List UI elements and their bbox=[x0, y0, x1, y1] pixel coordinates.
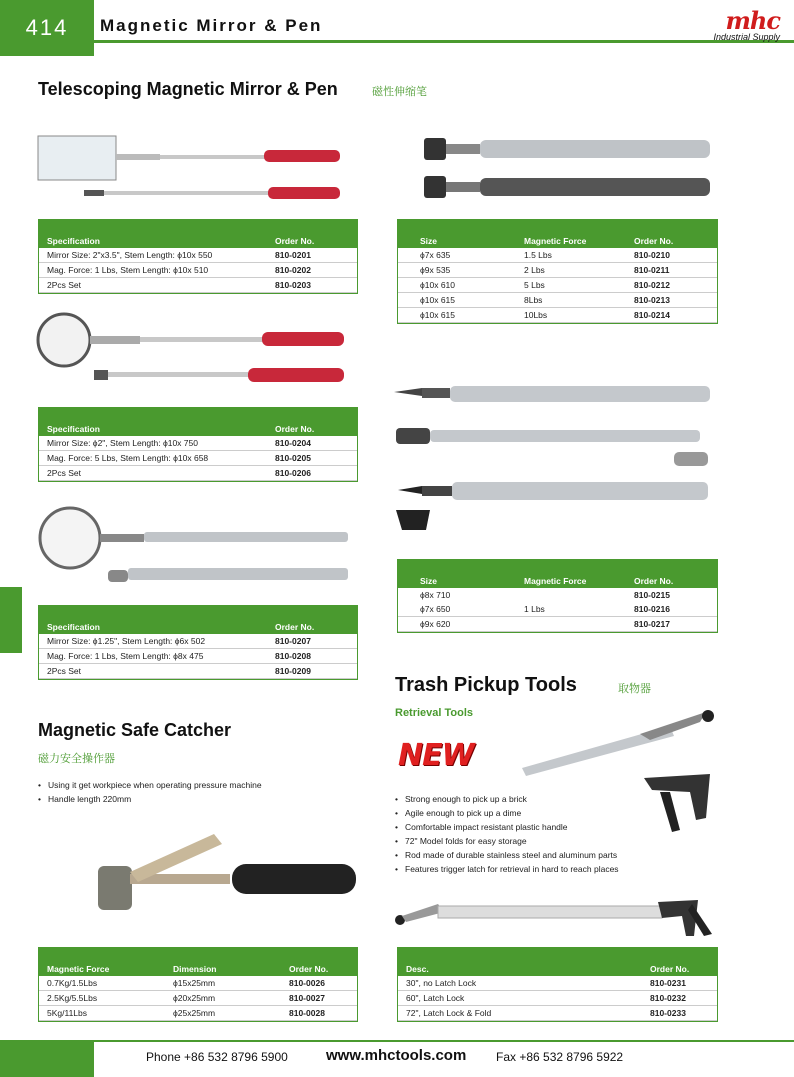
cell-force bbox=[516, 588, 626, 602]
cell-force: 0.7Kg/1.5Lbs bbox=[39, 976, 165, 991]
cell-order: 810-0209 bbox=[267, 664, 357, 679]
cell-order: 810-0211 bbox=[626, 263, 717, 278]
side-tab bbox=[0, 587, 22, 653]
cell-order: 810-0233 bbox=[642, 1006, 717, 1021]
cell-order: 810-0202 bbox=[267, 263, 357, 278]
table-row bbox=[39, 976, 357, 991]
table-row bbox=[398, 991, 717, 1006]
cell-force: 10Lbs bbox=[516, 308, 626, 323]
cell-force bbox=[516, 617, 626, 632]
product-image-pens bbox=[420, 130, 716, 210]
cell-force: 5Kg/11Lbs bbox=[39, 1006, 165, 1021]
spec-table-1 bbox=[38, 219, 358, 294]
logo-mark: mhc bbox=[725, 6, 780, 35]
cell-size: ϕ9x 620 bbox=[398, 617, 516, 632]
cell-order: 810-0208 bbox=[267, 649, 357, 664]
spec-table-3 bbox=[38, 605, 358, 680]
table-row bbox=[39, 664, 357, 679]
col-header: Order No. bbox=[642, 948, 717, 976]
col-header: Order No. bbox=[626, 220, 717, 248]
cell-order: 810-0205 bbox=[267, 451, 357, 466]
trash-bullet-list bbox=[395, 792, 695, 876]
list-item: • 72" Model folds for easy storage bbox=[395, 834, 695, 848]
col-header: Order No. bbox=[626, 560, 717, 588]
cell-order: 810-0232 bbox=[642, 991, 717, 1006]
cell-order: 810-0201 bbox=[267, 248, 357, 263]
cell-spec: Mirror Size: ϕ2", Stem Length: ϕ10x 750 bbox=[39, 436, 267, 451]
cell-size: ϕ7x 635 bbox=[398, 248, 516, 263]
table-row bbox=[39, 649, 357, 664]
catcher-bullet-list bbox=[38, 778, 358, 806]
cell-desc: 60", Latch Lock bbox=[398, 991, 642, 1006]
footer-rule bbox=[94, 1040, 794, 1042]
header-rule bbox=[94, 40, 794, 43]
cell-order: 810-0212 bbox=[626, 278, 717, 293]
list-item: • Comfortable impact resistant plastic handle bbox=[395, 820, 695, 834]
cell-spec: Mag. Force: 1 Lbs, Stem Length: ϕ10x 510 bbox=[39, 263, 267, 278]
cell-order: 810-0214 bbox=[626, 308, 717, 323]
list-item: • Strong enough to pick up a brick bbox=[395, 792, 695, 806]
product-image-small-mirror bbox=[36, 504, 352, 590]
col-header: Order No. bbox=[267, 606, 357, 634]
cell-size: ϕ8x 710 bbox=[420, 590, 451, 600]
table-row bbox=[398, 278, 717, 293]
list-item: • Features trigger latch for retrieval in hard to reach places bbox=[395, 862, 695, 876]
table-row bbox=[398, 263, 717, 278]
product-image-round-mirror bbox=[36, 312, 348, 394]
cell-size: ϕ9x 535 bbox=[398, 263, 516, 278]
table-row bbox=[39, 466, 357, 481]
logo-subtitle: Industrial Supply bbox=[713, 32, 780, 42]
cell-order: 810-0231 bbox=[642, 976, 717, 991]
section-title-telescoping-cn: 磁性伸缩笔 bbox=[372, 86, 427, 98]
cell-force: 1 Lbs bbox=[516, 602, 626, 617]
table-row bbox=[398, 248, 717, 263]
col-header: Dimension bbox=[165, 948, 281, 976]
cell-size: ϕ10x 615 bbox=[398, 308, 516, 323]
cell-order: 810-0203 bbox=[267, 278, 357, 293]
list-item: • Handle length 220mm bbox=[38, 792, 358, 806]
list-item: • Using it get workpiece when operating pressure machine bbox=[38, 778, 358, 792]
product-image-grabber-long bbox=[392, 884, 720, 940]
product-image-pickup-pens bbox=[392, 378, 714, 538]
col-header: Specification bbox=[39, 220, 267, 248]
spec-table-5 bbox=[397, 559, 718, 633]
table-row bbox=[39, 248, 357, 263]
product-image-safe-catcher bbox=[94, 826, 360, 916]
cell-order: 810-0206 bbox=[267, 466, 357, 481]
cell-spec: 2Pcs Set bbox=[39, 466, 267, 481]
table-row bbox=[39, 436, 357, 451]
new-badge: NEW bbox=[398, 738, 474, 773]
col-header: Order No. bbox=[267, 408, 357, 436]
cell-size: ϕ7x 650 bbox=[398, 602, 516, 617]
cell-order: 810-0216 bbox=[626, 602, 717, 617]
footer-phone: Phone +86 532 8796 5900 bbox=[146, 1050, 288, 1064]
section-title-trash-cn: 取物器 bbox=[618, 683, 651, 695]
col-header: Magnetic Force bbox=[39, 948, 165, 976]
chapter-title: Magnetic Mirror & Pen bbox=[100, 16, 323, 35]
cell-force: 1.5 Lbs bbox=[516, 248, 626, 263]
cell-spec: Mirror Size: ϕ1.25", Stem Length: ϕ6x 502 bbox=[39, 634, 267, 649]
table-row bbox=[398, 588, 717, 602]
cell-order: 810-0204 bbox=[267, 436, 357, 451]
product-image-rect-mirror bbox=[36, 128, 346, 208]
cell-size: ϕ10x 615 bbox=[398, 293, 516, 308]
cell-spec: Mag. Force: 5 Lbs, Stem Length: ϕ10x 658 bbox=[39, 451, 267, 466]
cell-order: 810-0026 bbox=[281, 976, 357, 991]
table-row bbox=[39, 991, 357, 1006]
cell-force: 2 Lbs bbox=[516, 263, 626, 278]
table-row bbox=[39, 263, 357, 278]
footer-fax: Fax +86 532 8796 5922 bbox=[496, 1050, 624, 1064]
cell-dimension: ϕ15x25mm bbox=[165, 976, 281, 991]
cell-order: 810-0215 bbox=[634, 590, 670, 600]
trash-table bbox=[397, 947, 718, 1022]
cell-force: 2.5Kg/5.5Lbs bbox=[39, 991, 165, 1006]
brand-logo bbox=[713, 6, 780, 42]
table-row bbox=[398, 308, 717, 323]
catcher-table bbox=[38, 947, 358, 1022]
table-row bbox=[398, 617, 717, 632]
cell-order: 810-0217 bbox=[626, 617, 717, 632]
footer-green-block bbox=[0, 1040, 94, 1077]
table-row bbox=[398, 976, 717, 991]
cell-order: 810-0028 bbox=[281, 1006, 357, 1021]
cell-dimension: ϕ20x25mm bbox=[165, 991, 281, 1006]
col-header: Size bbox=[398, 560, 516, 588]
cell-order: 810-0207 bbox=[267, 634, 357, 649]
table-row bbox=[398, 1006, 717, 1021]
table-row bbox=[39, 278, 357, 293]
section-title-trash: Trash Pickup Tools bbox=[395, 674, 577, 696]
col-header: Size bbox=[398, 220, 516, 248]
cell-spec: 2Pcs Set bbox=[39, 664, 267, 679]
table-row bbox=[398, 293, 717, 308]
section-title-telescoping: Telescoping Magnetic Mirror & Pen bbox=[38, 79, 338, 99]
section-title-catcher: Magnetic Safe Catcher bbox=[38, 720, 232, 740]
col-header: Specification bbox=[39, 606, 267, 634]
page-number: 414 bbox=[0, 0, 94, 56]
cell-order: 810-0027 bbox=[281, 991, 357, 1006]
cell-force: 8Lbs bbox=[516, 293, 626, 308]
col-header: Desc. bbox=[398, 948, 642, 976]
footer-website-link[interactable]: www.mhctools.com bbox=[326, 1047, 467, 1064]
list-item: • Rod made of durable stainless steel and aluminum parts bbox=[395, 848, 695, 862]
cell-order: 810-0213 bbox=[626, 293, 717, 308]
spec-table-2 bbox=[38, 407, 358, 482]
cell-force: 5 Lbs bbox=[516, 278, 626, 293]
col-header: Order No. bbox=[281, 948, 357, 976]
cell-order: 810-0210 bbox=[626, 248, 717, 263]
col-header: Magnetic Force bbox=[516, 220, 626, 248]
col-header: Magnetic Force bbox=[516, 560, 626, 588]
col-header: Order No. bbox=[267, 220, 357, 248]
table-row bbox=[39, 634, 357, 649]
spec-table-4 bbox=[397, 219, 718, 324]
cell-spec: Mirror Size: 2"x3.5", Stem Length: ϕ10x 550 bbox=[39, 248, 267, 263]
cell-dimension: ϕ25x25mm bbox=[165, 1006, 281, 1021]
cell-size: ϕ10x 610 bbox=[398, 278, 516, 293]
cell-desc: 72", Latch Lock & Fold bbox=[398, 1006, 642, 1021]
cell-spec: 2Pcs Set bbox=[39, 278, 267, 293]
table-row bbox=[398, 602, 717, 617]
cell-desc: 30", no Latch Lock bbox=[398, 976, 642, 991]
section-title-catcher-cn: 磁力安全操作器 bbox=[38, 753, 115, 765]
table-row bbox=[39, 1006, 357, 1021]
cell-spec: Mag. Force: 1 Lbs, Stem Length: ϕ8x 475 bbox=[39, 649, 267, 664]
col-header: Specification bbox=[39, 408, 267, 436]
trash-subtitle: Retrieval Tools bbox=[395, 707, 474, 719]
list-item: • Agile enough to pick up a dime bbox=[395, 806, 695, 820]
table-row bbox=[39, 451, 357, 466]
